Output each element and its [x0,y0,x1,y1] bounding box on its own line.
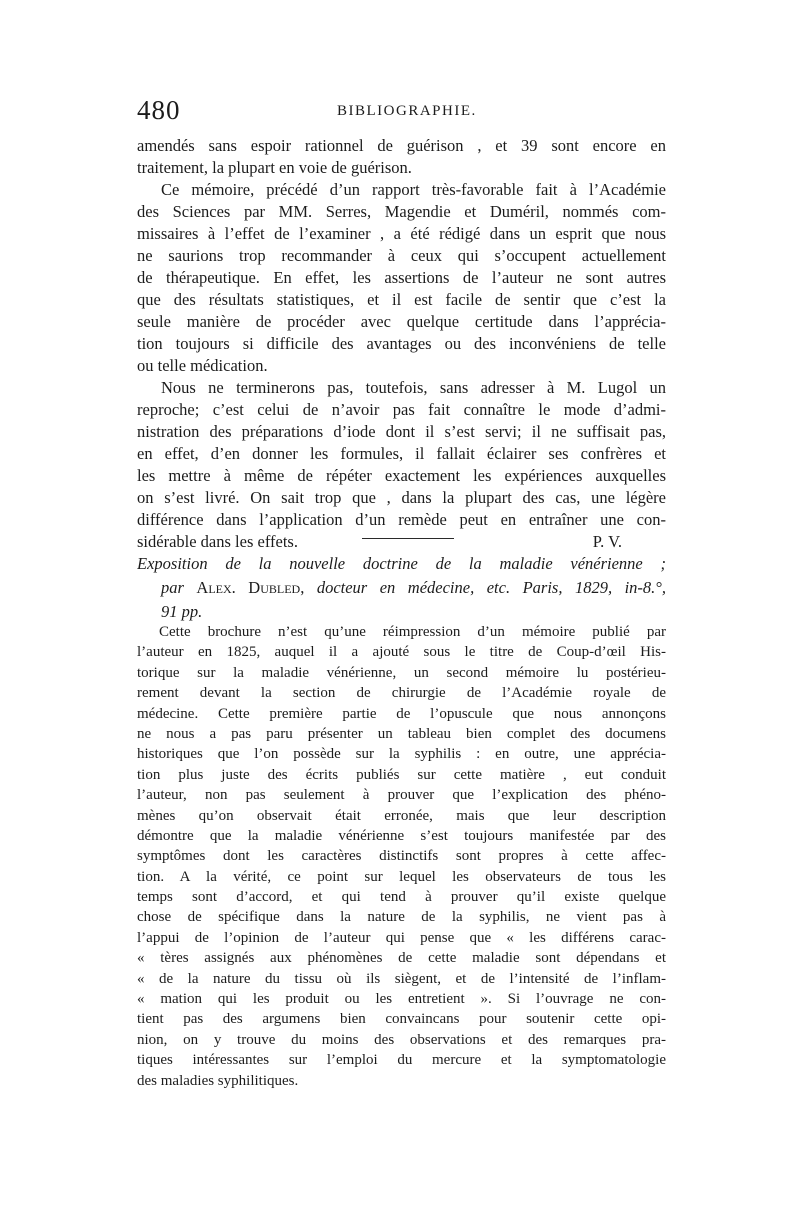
text-line: Cette brochure n’est qu’une réimpression d’un mémoire publié par [159,624,666,640]
text-line: reproche; c’est celui de n’avoir pas fait connaître le mode d’admi- [137,400,666,419]
text-line: nistration des préparations d’iode dont il s’est servi; il ne suffisait pas, [137,422,666,441]
text-line: missaires à l’effet de l’examiner , a été rédigé dans un esprit que nous [137,224,666,243]
text-line: les mettre à même de répéter exactement les expériences auxquelles [137,466,666,485]
review-2-text [137,622,666,1091]
biblio-author-line [137,576,666,600]
running-head: BIBLIOGRAPHIE. [337,103,477,119]
text-line: en effet, d’en donner les formules, il fallait éclairer ses confrères et [137,444,666,463]
text-line: différence dans l’application d’un remède peut en entraîner une con- [137,510,666,529]
text-line-with-signature [137,531,666,553]
text-line: l’appui de l’opinion de l’auteur qui pense que « les différens carac- [137,929,666,946]
text-line: rement devant la section de chirurgie de l’Académie royale de [137,685,666,702]
text-line: tion toujours si difficile des avantages ou des inconvéniens de telle [137,334,666,353]
text-line: amendés sans espoir rationnel de guérison , et 39 sont encore en [137,136,666,155]
text-line: tient pas des argumens bien convaincans pour soutenir cette opi- [137,1011,666,1028]
section-divider [362,538,454,539]
biblio-details: docteur en médecine, etc. Paris, 1829, in-8.°, [316,578,666,597]
text-line: « tères assignés aux phénomènes de cette maladie sont dépendans et [137,950,666,967]
text-line: torique sur la maladie vénérienne, un second mémoire lu postérieu- [137,664,666,681]
text-line: ne saurions trop recommander à ceux qui s’occupent actuellement [137,246,666,265]
text-line: seule manière de procéder avec quelque certitude dans l’apprécia- [137,312,666,331]
text-line: tion. A la vérité, ce point sur lequel les observateurs de tous les [137,868,666,885]
page-header [137,95,666,129]
biblio-pages-line: 91 pp. [161,602,203,621]
text-line: démontre que la maladie vénérienne s’est toujours manifestée par des [137,827,666,844]
text-line: on s’est livré. On sait trop que , dans la plupart des cas, une légère [137,488,666,507]
text-line: l’auteur, non pas seulement à prouver que l’explication des phéno- [137,787,666,804]
biblio-title-line: Exposition de la nouvelle doctrine de la maladie vénérienne ; [137,554,666,573]
page-number: 480 [137,95,181,125]
text-line: de thérapeutique. En effet, les assertions de l’auteur ne sont autres [137,268,666,287]
text-line: des Sciences par MM. Serres, Magendie et Duméril, nommés com- [137,202,666,221]
last-line-text: sidérable dans les effets. [137,532,298,551]
reviewer-signature: P. V. [592,532,622,551]
text-line: ou telle médication. [137,356,268,375]
text-line: Ce mémoire, précédé d’un rapport très-favorable fait à l’Académie [161,180,666,199]
text-line: que des résultats statistiques, et il est facile de sentir que c’est la [137,290,666,309]
text-line: ne nous a pas paru présenter un tableau bien complet des documens [137,725,666,742]
text-line: médecine. Cette première partie de l’opuscule que nous annonçons [137,705,666,722]
text-line: symptômes dont les caractères distinctifs sont propres à cette affec- [137,848,666,865]
text-line: traitement, la plupart en voie de guérison. [137,158,412,177]
author-name: Alex. Dubled, [196,578,305,597]
text-line: Nous ne terminerons pas, toutefois, sans adresser à M. Lugol un [161,378,666,397]
text-line: tion plus juste des écrits publiés sur cette matière , eut conduit [137,766,666,783]
biblio-by: par [161,578,184,597]
text-line: historiques que l’on possède sur la syphilis : en outre, une apprécia- [137,746,666,763]
text-line: temps sont d’accord, et qui tend à prouver qu’il existe quelque [137,889,666,906]
bibliographic-entry [137,552,666,624]
text-line: l’auteur en 1825, auquel il a ajouté sous le titre de Coup-d’œil His- [137,644,666,661]
text-line: « de la nature du tissu où ils siègent, et de l’intensité de l’inflam- [137,970,666,987]
text-line: nion, on y trouve du moins des observations et des remarques pra- [137,1031,666,1048]
text-line: mènes qu’on observait était erronée, mais que leur description [137,807,666,824]
text-line: des maladies syphilitiques. [137,1072,299,1089]
text-line: tiques intéressantes sur l’emploi du mercure et la symptomatologie [137,1052,666,1069]
text-line: chose de spécifique dans la nature de la syphilis, ne vient pas à [137,909,666,926]
text-line: « mation qui les produit ou les entretient ». Si l’ouvrage ne con- [137,991,666,1008]
review-1-text [137,135,666,553]
